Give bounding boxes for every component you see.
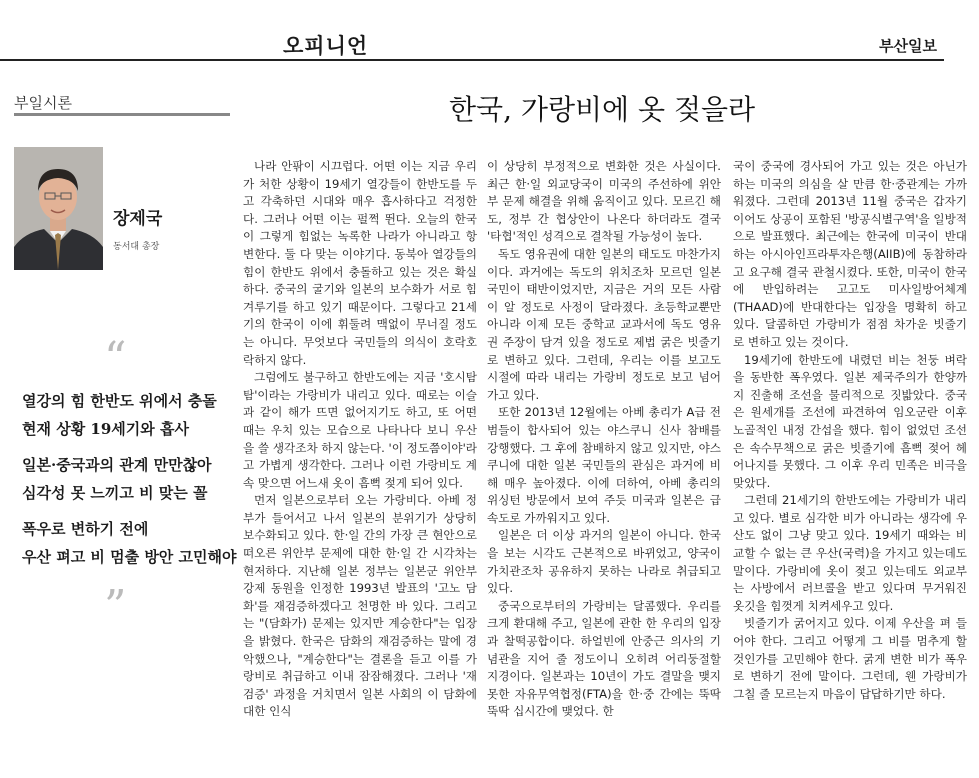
paragraph: 독도 영유권에 대한 일본의 태도도 마찬가지이다. 과거에는 독도의 위치조차 모르던 일본 국민이 태반이었지만, 지금은 거의 모든 사람이 알 정도로 사정이 달라졌다. 초등학교뿐만 아니라 이제 모든 중학교 교과서에 독도 영유권 주장이 담겨 있을 정도로 제법 굵은 빗줄기로 변하고 있다. 그런데, 우리는 이를 보고도 시절에 따라 내리는 가랑비 정도로 보고 넘어가고 있다. (487, 246, 721, 402)
pullquote-line: 열강의 힘 한반도 위에서 충돌 (22, 392, 217, 410)
article-column-2 (487, 158, 721, 721)
column-name-divider (14, 113, 230, 116)
paragraph: 나라 안팎이 시끄럽다. 어떤 이는 지금 우리가 처한 상황이 19세기 열강들이 한반도를 두고 각축하던 시대와 매우 흡사하다고 걱정한다. 그러나 어떤 이는 펄쩍 뛴다. 오늘의 한국이 그렇게 힘없는 녹록한 나라가 아니라고 항변한다. 둘 다 맞는 이야기다. 동북아 열강들의 힘이 한반도 위에서 충돌하고 있는 것은 확실하다. 중국의 굴기와 일본의 보수화가 서로 힘겨루기를 하고 있기 때문이다. 그렇다고 21세기의 한국이 이에 휘둘려 맥없이 무너질 정도는 아니다. 무엇보다 국민들의 의식이 호락호락하지 않다. (243, 159, 477, 367)
column-name: 부일시론 (14, 94, 72, 112)
open-quote-icon: “ (104, 333, 127, 384)
paragraph: 중국으로부터의 가랑비는 달콤했다. 우리를 크게 환대해 주고, 일본에 관한 한 우리의 입장과 찰떡공합이다. 하얼빈에 안중근 의사의 기념관을 지어 줄 정도이니 오히려 어리둥절할 지경이다. 일본과는 10년이 가도 결말을 맺지 못한 자유무역협정(FTA)을 한·중 간에는 뚝딱뚝딱 십시간에 맺었다. 한 (487, 598, 721, 719)
paragraph: 19세기에 한반도에 내렸던 비는 천둥 벼락을 동반한 폭우였다. 일본 제국주의가 한양까지 진출해 조선을 물리적으로 짓밟았다. 중국은 원세개를 조선에 파견하여 임오군란 이후 노골적인 내정 간섭을 했다. 힘이 없었던 조선은 속수무책으로 굵은 빗줄기에 흠뻑 젖어 헤어나지를 못했다. 그 이후 우리 민족은 비극을 맞았다. (733, 352, 967, 490)
paragraph: 일본은 더 이상 과거의 일본이 아니다. 한국을 보는 시각도 근본적으로 바뀌었고, 양국이 가치관조차 공유하지 못하는 나라로 취급되고 있다. (487, 528, 721, 596)
pullquote-line: 일본·중국과의 관계 만만찮아 (22, 456, 212, 474)
newspaper-name: 부산일보 (879, 37, 937, 55)
author-name: 장제국 (113, 209, 163, 229)
headline: 한국, 가랑비에 옷 젖을라 (449, 93, 756, 126)
pullquote-line: 현재 상황 19세기와 흡사 (22, 420, 189, 438)
pullquote-line: 우산 펴고 비 멈출 방안 고민해야 (22, 548, 237, 566)
author-title: 동서대 총장 (113, 242, 160, 252)
pullquote (22, 387, 217, 443)
paragraph: 또한 2013년 12월에는 아베 총리가 A급 전범들이 합사되어 있는 야스쿠니 신사 참배를 강행했다. 그 후에 참배하지 않고 있지만, 야스쿠니에 대한 일본 국민들의 관심은 과거에 비해 매우 높아졌다. 이에 더하여, 아베 총리의 위싱턴 방문에서 보여 주듯 미국과 일본은 급속도로 가까워지고 있다. (487, 405, 721, 525)
paragraph: 먼저 일본으로부터 오는 가랑비다. 아베 정부가 들어서고 나서 일본의 분위기가 상당히 보수화되고 있다. 한·일 간의 가장 큰 현안으로 떠오른 위안부 문제에 대한 한·일 간 시각차는 현저하다. 지난해 일본 정부는 일본군 위안부 강제 동원을 인정한 1993년 발표의 '고노 담화'를 재검증하겠다고 천명한 바 있다. 그리고는 "(담화가) 문제는 있지만 계승한다"는 입장을 밝혔다. 한국은 담화의 재검증하는 말에 경악했으나, "계승한다"는 결론을 듣고 이를 가랑비로 취급하고 이내 잠잠해졌다. 그러나 '재검증' 과정을 거치면서 일본 사회의 이 담화에 대한 인식 (243, 493, 477, 719)
section-title: 오피니언 (283, 34, 369, 58)
paragraph: 그런데 21세기의 한반도에는 가랑비가 내리고 있다. 별로 심각한 비가 아니라는 생각에 우산도 없이 그냥 맞고 있다. 19세기 때와는 비교할 수 없는 큰 우산(국력)을 가지고 있는데도 말이다. 가랑비에 옷이 젖고 있는데도 외교부는 사방에서 러브콜을 받고 있다며 무거워진 옷깃을 힘껏게 치켜세우고 있다. (733, 493, 967, 613)
header-divider (0, 59, 944, 61)
paragraph: 빗줄기가 굵어지고 있다. 이제 우산을 펴 들어야 한다. 그리고 어떻게 그 비를 멈추게 할 것인가를 고민해야 한다. 굵게 변한 비가 폭우로 변하기 전에 말이다. 그런데, 웬 가랑비가 그칠 줄 모르는지 마음이 답답하기만 하다. (733, 616, 967, 701)
pullquote-line: 심각성 못 느끼고 비 맞는 꼴 (22, 484, 208, 502)
paragraph: 그럼에도 불구하고 한반도에는 지금 '호시탐탐'이라는 가랑비가 내리고 있다. 때로는 이슬과 같이 해가 뜨면 없어지기도 하고, 또 어떤 때는 우치 있는 모습으로 나타나다 보니 우산을 쓸 생각조차 하지 않는다. '이 정도쯤이야'라고 가볍게 생각한다. 그러나 이런 가랑비도 계속 맞으면 어느새 옷이 흠뻑 젖게 되어 있다. (243, 370, 477, 490)
article-column-3 (733, 158, 967, 703)
pullquote (22, 451, 212, 507)
article-column-1 (243, 158, 477, 721)
paragraph: 이 상당히 부정적으로 변화한 것은 사실이다. 최근 한·일 외교당국이 미국의 주선하에 위안부 문제 해결을 위해 움직이고 있다. 모르긴 해도, 정부 간 협상안이 나온다 하더라도 결국 '타협'적인 성격으로 결착될 가능성이 높다. (487, 159, 721, 244)
pullquote-line: 폭우로 변하기 전에 (22, 520, 149, 538)
author-photo (14, 147, 103, 270)
pullquote (22, 515, 236, 571)
paragraph: 국이 중국에 경사되어 가고 있는 것은 아닌가 하는 미국의 의심을 살 만큼 한·중관계는 가까워졌다. 그런데 2013년 11월 중국은 갑자기 이어도 상공이 포함된 '방공식별구역'을 일방적으로 발표했다. 최근에는 한국에 미국이 반대하는 아시아인프라투자은행(AIIB)에 동참하라고 요구해 결국 관철시켰다. 또한, 미국이 한국에 반입하려는 고고도 미사일방어체계(THAAD)에 반대한다는 입장을 명확히 하고 있다. 달콤하던 가랑비가 점점 차가운 빗줄기로 변하고 있는 것이다. (733, 159, 967, 349)
close-quote-icon: ” (104, 581, 127, 632)
